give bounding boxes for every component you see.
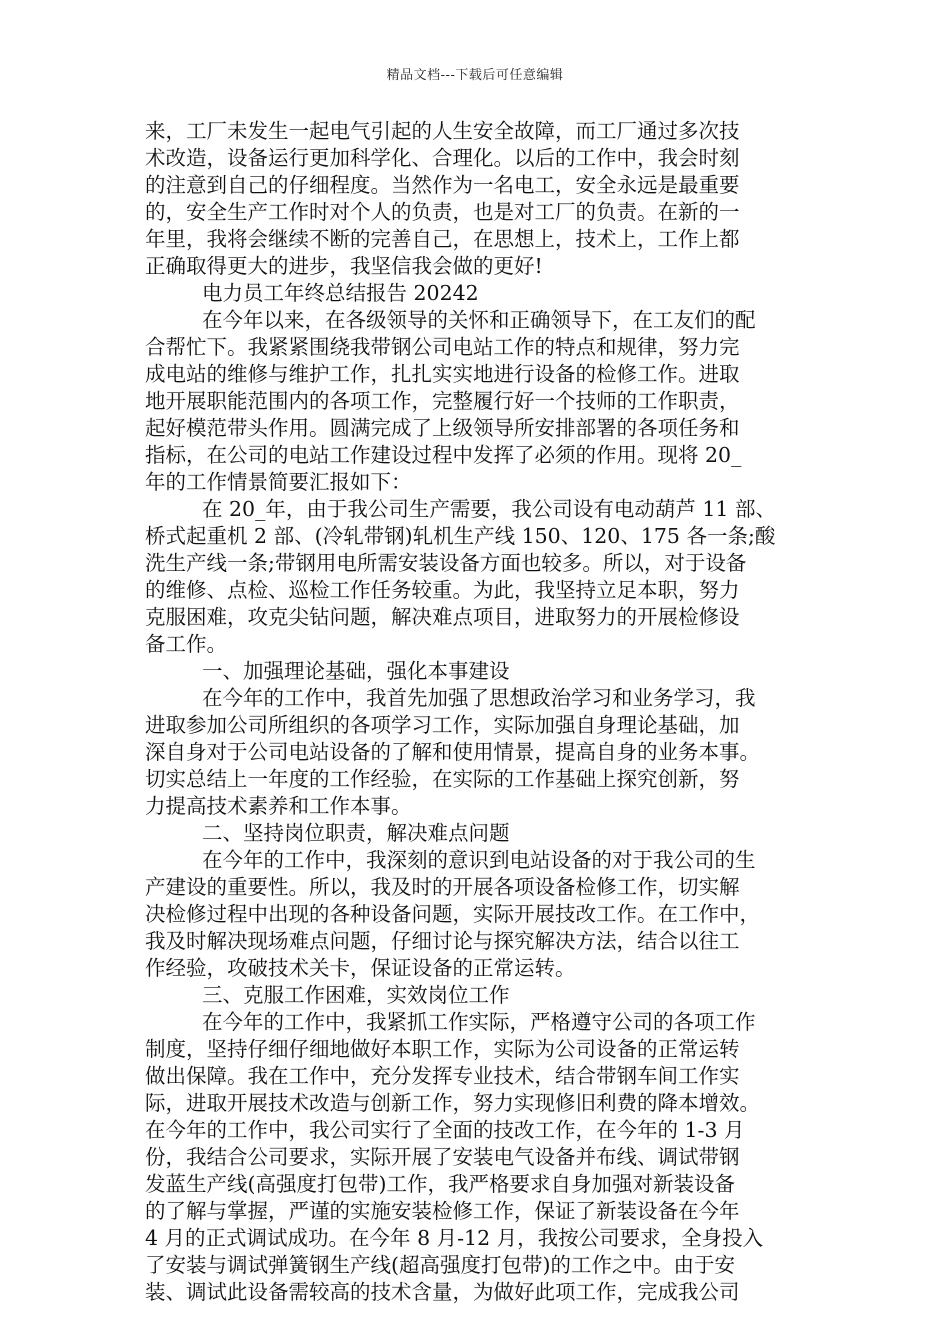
text-line: 正确取得更大的进步，我坚信我会做的更好! [145, 254, 543, 278]
text-line: 合帮忙下。我紧紧围绕我带钢公司电站工作的特点和规律，努力完 [145, 335, 740, 359]
text-line: 洗生产线一条;带钢用电所需安装设备方面也较多。所以，对于设备 [145, 551, 747, 575]
text-line: 在今年的工作中，我首先加强了思想政治学习和业务学习，我 [202, 686, 756, 710]
header-note: 精品文档---下载后可任意编辑 [386, 68, 564, 83]
text-line: 术改造，设备运行更加科学化、合理化。以后的工作中，我会时刻 [145, 146, 740, 170]
text-line: 4 月的正式调试成功。在今年 8 月-12 月，我按公司要求，全身投入 [145, 1226, 764, 1250]
text-line: 成电站的维修与维护工作，扎扎实实地进行设备的检修工作。进取 [145, 362, 740, 386]
text-line: 克服困难，攻克尖钻问题，解决难点项目，进取努力的开展检修设 [145, 605, 740, 629]
text-line: 的注意到自己的仔细程度。当然作为一名电工，安全永远是最重要 [145, 173, 740, 197]
text-line: 一、加强理论基础，强化本事建设 [202, 659, 510, 683]
text-line: 备工作。 [145, 632, 227, 656]
text-line: 年的工作情景简要汇报如下： [145, 470, 412, 494]
text-line: 三、克服工作困难，实效岗位工作 [202, 983, 510, 1007]
text-line: 装、调试此设备需较高的技术含量，为做好此项工作，完成我公司 [145, 1280, 740, 1304]
text-line: 在今年的工作中，我紧抓工作实际，严格遵守公司的各项工作 [202, 1010, 756, 1034]
text-line: 电力员工年终总结报告 20242 [202, 281, 479, 305]
text-line: 的，安全生产工作时对个人的负责，也是对工厂的负责。在新的一 [145, 200, 740, 224]
text-line: 决检修过程中出现的各种设备问题，实际开展技改工作。在工作中， [145, 902, 760, 926]
text-line: 作经验，攻破技术关卡，保证设备的正常运转。 [145, 956, 576, 980]
text-line: 产建设的重要性。所以，我及时的开展各项设备检修工作，切实解 [145, 875, 740, 899]
text-line: 在 20_年，由于我公司生产需要，我公司设有电动葫芦 11 部、 [202, 497, 776, 521]
text-line: 我及时解决现场难点问题，仔细讨论与探究解决方法，结合以往工 [145, 929, 740, 953]
document-body [145, 118, 810, 1306]
text-line: 制度，坚持仔细仔细地做好本职工作，实际为公司设备的正常运转 [145, 1037, 740, 1061]
text-line: 在今年以来，在各级领导的关怀和正确领导下，在工友们的配 [202, 308, 756, 332]
text-line: 在今年的工作中，我深刻的意识到电站设备的对于我公司的生 [202, 848, 756, 872]
text-line: 深自身对于公司电站设备的了解和使用情景，提高自身的业务本事。 [145, 740, 760, 764]
text-line: 地开展职能范围内的各项工作，完整履行好一个技师的工作职责， [145, 389, 740, 413]
text-line: 起好模范带头作用。圆满完成了上级领导所安排部署的各项任务和 [145, 416, 740, 440]
text-line: 力提高技术素养和工作本事。 [145, 794, 412, 818]
text-line: 年里，我将会继续不断的完善自己，在思想上，技术上，工作上都 [145, 227, 740, 251]
text-line: 发蓝生产线(高强度打包带)工作，我严格要求自身加强对新装设备 [145, 1172, 735, 1196]
text-line: 的了解与掌握，严谨的实施安装检修工作，保证了新装设备在今年 [145, 1199, 740, 1223]
text-line: 二、坚持岗位职责，解决难点问题 [202, 821, 510, 845]
text-line: 做出保障。我在工作中，充分发挥专业技术，结合带钢车间工作实 [145, 1064, 740, 1088]
text-line: 切实总结上一年度的工作经验，在实际的工作基础上探究创新，努 [145, 767, 740, 791]
text-line: 进取参加公司所组织的各项学习工作，实际加强自身理论基础，加 [145, 713, 740, 737]
text-line: 来，工厂未发生一起电气引起的人生安全故障，而工厂通过多次技 [145, 119, 740, 143]
text-line: 桥式起重机 2 部、(冷轧带钢)轧机生产线 150、120、175 各一条;酸 [145, 524, 776, 548]
text-line: 的维修、点检、巡检工作任务较重。为此，我坚持立足本职，努力 [145, 578, 740, 602]
text-line: 在今年的工作中，我公司实行了全面的技改工作，在今年的 1-3 月 [145, 1118, 745, 1142]
text-line: 际，进取开展技术改造与创新工作，努力实现修旧利费的降本增效。 [145, 1091, 760, 1115]
text-line: 份，我结合公司要求，实际开展了安装电气设备并布线、调试带钢 [145, 1145, 740, 1169]
text-line: 了安装与调试弹簧钢生产线(超高强度打包带)的工作之中。由于安 [145, 1253, 735, 1277]
text-line: 指标，在公司的电站工作建设过程中发挥了必须的作用。现将 20_ [145, 443, 742, 467]
